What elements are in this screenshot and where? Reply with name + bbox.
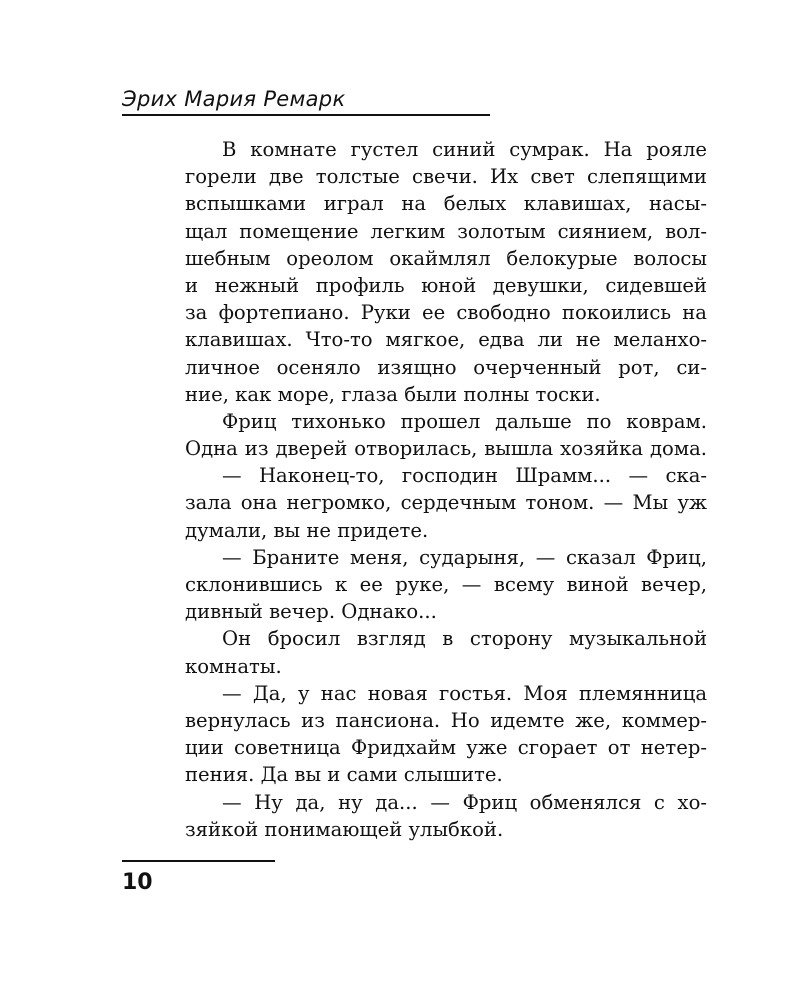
text-line: личное осеняло изящно очерченный рот, си- [185, 355, 707, 379]
text-line: — Браните меня, сударыня, — сказал Фриц, [222, 545, 707, 569]
text-line: Фриц тихонько прошел дальше по коврам. [222, 409, 707, 433]
author-name: Эрих Мария Ремарк [122, 87, 346, 111]
text-line: — Да, у нас новая гостья. Моя племянница [222, 681, 707, 705]
text-line: Одна из дверей отворилась, вышла хозяйка дома. [185, 437, 707, 461]
footer-rule [122, 860, 275, 862]
paragraph [185, 136, 707, 408]
text-line: склонившись к ее руке, — всему виной вечер, [185, 573, 707, 596]
running-header [122, 86, 490, 116]
paragraph [185, 789, 707, 843]
text-line: дивный вечер. Однако... [185, 600, 437, 624]
page-number: 10 [122, 870, 153, 895]
text-line: зяйкой понимающей улыбкой. [185, 817, 504, 841]
paragraph [185, 408, 707, 462]
text-line: вспышками играл на белых клавишах, насы- [185, 192, 707, 216]
text-line: клавишах. Что-то мягкое, едва ли не меланхо- [185, 328, 707, 352]
text-line: комнаты. [185, 654, 282, 678]
text-line: и нежный профиль юной девушки, сидевшей [185, 273, 707, 297]
text-line: думали, вы не придете. [185, 518, 429, 542]
text-line: — Ну да, ну да... — Фриц обменялся с хо- [222, 790, 707, 814]
text-line: за фортепиано. Руки ее свободно покоились на [185, 301, 707, 325]
body-text [185, 136, 707, 843]
text-line: щал помещение легким золотым сиянием, вол- [185, 219, 707, 243]
text-line: — Наконец-то, господин Шрамм... — ска- [222, 464, 707, 488]
paragraph [185, 625, 707, 679]
text-line: зала она негромко, сердечным тоном. — Мы уж [185, 491, 707, 515]
text-line: ции советница Фридхайм уже сгорает от нетер- [185, 736, 707, 760]
paragraph [185, 544, 707, 626]
text-line: пения. Да вы и сами слышите. [185, 763, 503, 787]
text-line: горели две толстые свечи. Их свет слепящими [185, 165, 707, 189]
paragraph [185, 462, 707, 544]
text-line: вернулась из пансиона. Но идемте же, коммер- [185, 708, 707, 732]
text-line: Он бросил взгляд в сторону музыкальной [222, 627, 707, 651]
paragraph [185, 680, 707, 789]
text-line: шебным ореолом окаймлял белокурые волосы [185, 246, 707, 270]
text-line: В комнате густел синий сумрак. На рояле [222, 138, 707, 161]
header-rule [122, 114, 490, 116]
text-line: ние, как море, глаза были полны тоски. [185, 382, 601, 406]
